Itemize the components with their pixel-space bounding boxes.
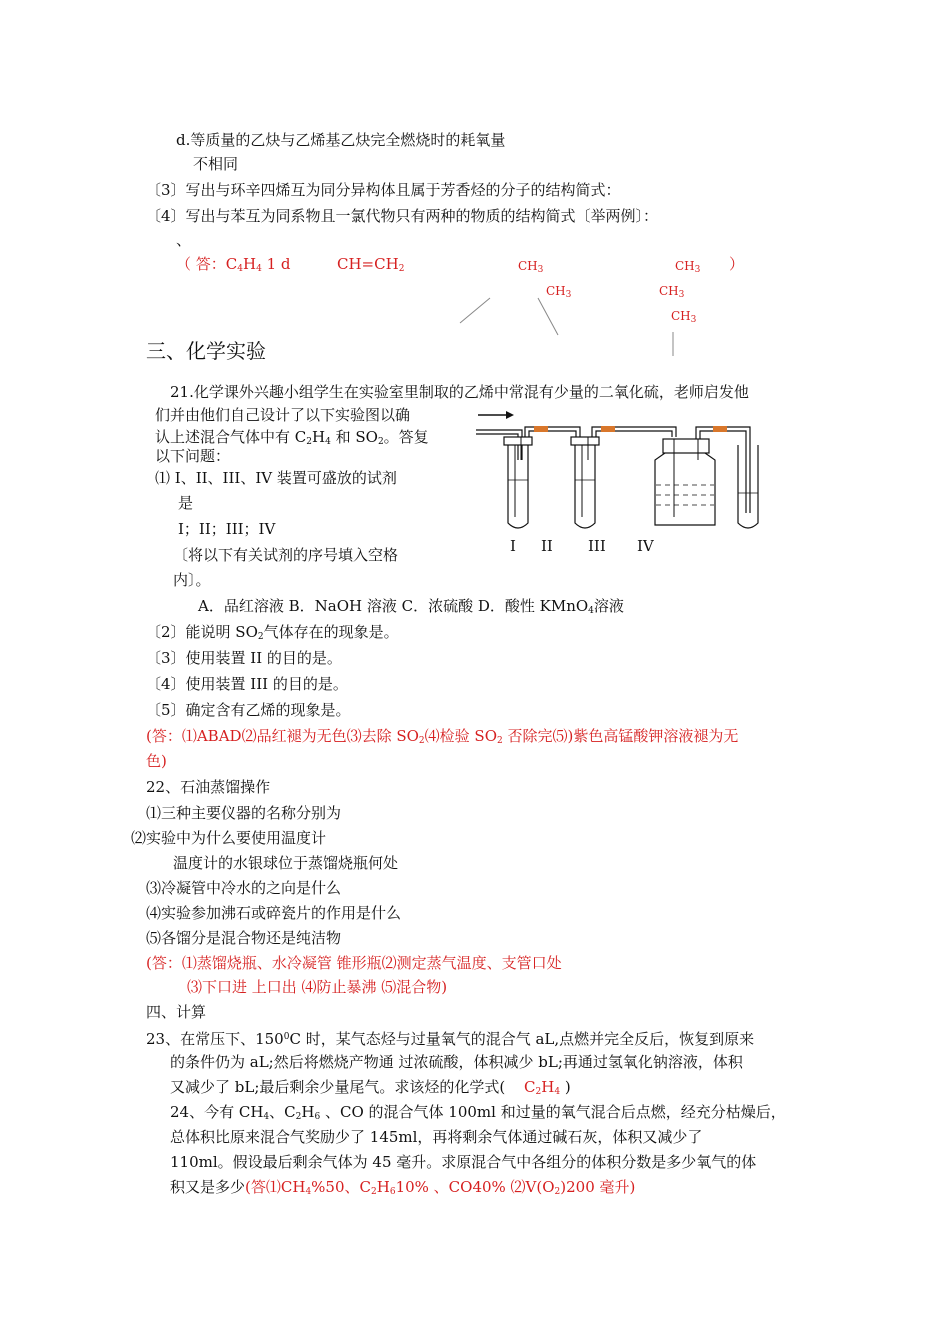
structure-fragment-lines bbox=[450, 290, 690, 360]
ch3-label-c: $CH_3$ bbox=[675, 259, 701, 275]
q23-line-2: 的条件仍为 aL;然后将燃烧产物通 过浓硫酸，体积减少 bL;再通过氢氧化钠溶液，体积 bbox=[170, 1053, 743, 1071]
q24-line-1: 24、今有 $CH_4$、$C_2H_6$ 、CO 的混合气体 100ml 和过量的氧气混合后点燃，经充分枯燥后， bbox=[170, 1103, 786, 1122]
q22-sub-5: ⑸各馏分是混合物还是纯洁物 bbox=[146, 929, 342, 947]
ch3-label-a: $CH_3$ bbox=[518, 259, 544, 275]
q21-line-2: 们并由他们自己设计了以下实验图以确 bbox=[155, 406, 411, 424]
q21-options: A．品红溶液 B．NaOH 溶液 C．浓硫酸 D．酸性 KMnO$_4$溶液 bbox=[198, 597, 624, 616]
q22-sub-2-cont: 温度计的水银球位于蒸馏烧瓶何处 bbox=[173, 854, 399, 872]
q24-answer: (答$⑴CH_4\%50$、$C_2H_610\%$ 、CO40% $⑵V(O_2)200$ 毫升) bbox=[245, 1178, 636, 1197]
q22-sub-4: ⑷实验参加沸石或碎瓷片的作用是什么 bbox=[146, 904, 402, 922]
q22-sub-3: ⑶冷凝管中冷水的之向是什么 bbox=[146, 879, 342, 897]
rubber-connector-3 bbox=[713, 426, 727, 432]
q21-sub-4: 〔4〕使用装置 III 的目的是。 bbox=[146, 675, 348, 693]
ch3-label-d: $CH_3$ bbox=[659, 284, 685, 300]
q22-title: 22、石油蒸馏操作 bbox=[146, 778, 271, 796]
q21-instruction-cont: 内〕。 bbox=[173, 571, 211, 589]
q21-blanks: I；II；III；IV bbox=[178, 520, 276, 538]
q24-line-2: 总体积比原来混合气奖励少了 145ml，再将剩余气体通过碱石灰，体积又减少了 bbox=[170, 1128, 703, 1146]
q21-line-1: 21.化学课外兴趣小组学生在实验室里制取的乙烯中常混有少量的二氧化硫，老师启发他 bbox=[170, 383, 749, 401]
apparatus-label-4: IV bbox=[637, 537, 654, 555]
apparatus-label-2: II bbox=[541, 537, 553, 555]
q21-instruction: 〔将以下有关试剂的序号填入空格 bbox=[173, 546, 399, 564]
ch3-label-e: $CH_3$ bbox=[671, 309, 697, 325]
wash-bottle-3 bbox=[655, 439, 715, 525]
q23-line-1: 23、在常压下、$150^0C$ 时，某气态烃与过量氧气的混合气 aL,点燃并完全反后，恢复到原来 bbox=[146, 1030, 755, 1048]
apparatus-diagram bbox=[470, 405, 790, 555]
separator-mark: 、 bbox=[176, 231, 192, 249]
rubber-connector-1 bbox=[534, 426, 548, 432]
answer-formula-ch: $CH=CH_2$ bbox=[337, 255, 405, 274]
q22-sub-1: ⑴三种主要仪器的名称分别为 bbox=[146, 804, 342, 822]
q21-sub-3: 〔3〕使用装置 II 的目的是。 bbox=[146, 649, 342, 667]
q21-line-4: 以下问题： bbox=[155, 447, 231, 465]
q21-sub-2: 〔2〕能说明 $SO_2$气体存在的现象是。 bbox=[146, 623, 399, 642]
q23-line-3: 又减少了 bL;最后剩余少量尾气。求该烃的化学式( $C_2H_4$ ) bbox=[170, 1078, 571, 1097]
apparatus-label-3: III bbox=[588, 537, 606, 555]
question-4: 〔4〕写出与苯互为同系物且一氯代物只有两种的物质的结构简式〔举两例〕： bbox=[146, 207, 659, 225]
q21-sub-1-cont: 是 bbox=[178, 494, 194, 512]
q21-answer-line-1: (答：⑴ABAD⑵品红褪为无色⑶去除 $SO_2⑷$检验 $SO_2$ 否除完⑸)紫色高锰酸钾溶液褪为无 bbox=[146, 727, 739, 746]
q22-answer-line-1: (答：⑴蒸馏烧瓶、水冷凝管 锥形瓶⑵测定蒸气温度、支管口处 bbox=[146, 954, 562, 972]
q24-line-4: 积又是多少(答$⑴CH_4\%50$、$C_2H_610\%$ 、CO40% $⑵V(O_2)200$ 毫升) bbox=[170, 1178, 636, 1197]
q22-answer-line-2: ⑶下口进 上口出 ⑷防止暴沸 ⑸混合物) bbox=[187, 978, 448, 996]
q21-line-3: 认上述混合气体中有 $C_2H_4$ 和 $SO_2$。答复 bbox=[155, 428, 429, 447]
option-d-line: d.等质量的乙炔与乙烯基乙炔完全燃烧时的耗氧量 bbox=[176, 131, 506, 149]
section-title-experiment: 三、化学实验 bbox=[146, 339, 266, 363]
apparatus-label-1: I bbox=[510, 537, 516, 555]
rubber-connector-2 bbox=[601, 426, 615, 432]
q22-sub-2: ⑵实验中为什么要使用温度计 bbox=[131, 829, 327, 847]
test-tube-4 bbox=[738, 445, 758, 528]
q23-answer: $C_2H_4$ bbox=[524, 1078, 561, 1097]
q21-sub-5: 〔5〕确定含有乙烯的现象是。 bbox=[146, 701, 351, 719]
q24-line-3: 110ml。假设最后剩余气体为 45 毫升。求原混合气中各组分的体积分数是多少氧气的体 bbox=[170, 1153, 757, 1171]
question-3: 〔3〕写出与环辛四烯互为同分异构体且属于芳香烃的分子的结构简式： bbox=[146, 181, 621, 199]
answer-close-paren: ） bbox=[729, 255, 745, 273]
q21-sub-1: ⑴ I、II、III、IV 装置可盛放的试剂 bbox=[155, 469, 397, 487]
answer-line-top: （ 答：$C_4H_4$ 1 d bbox=[176, 255, 291, 274]
test-tube-2 bbox=[571, 437, 599, 528]
option-d-line-cont: 不相同 bbox=[193, 155, 239, 173]
ch3-label-b: $CH_3$ bbox=[546, 284, 572, 300]
q21-answer-line-2: 色) bbox=[146, 752, 167, 770]
section-title-calculation: 四、计算 bbox=[146, 1003, 207, 1021]
